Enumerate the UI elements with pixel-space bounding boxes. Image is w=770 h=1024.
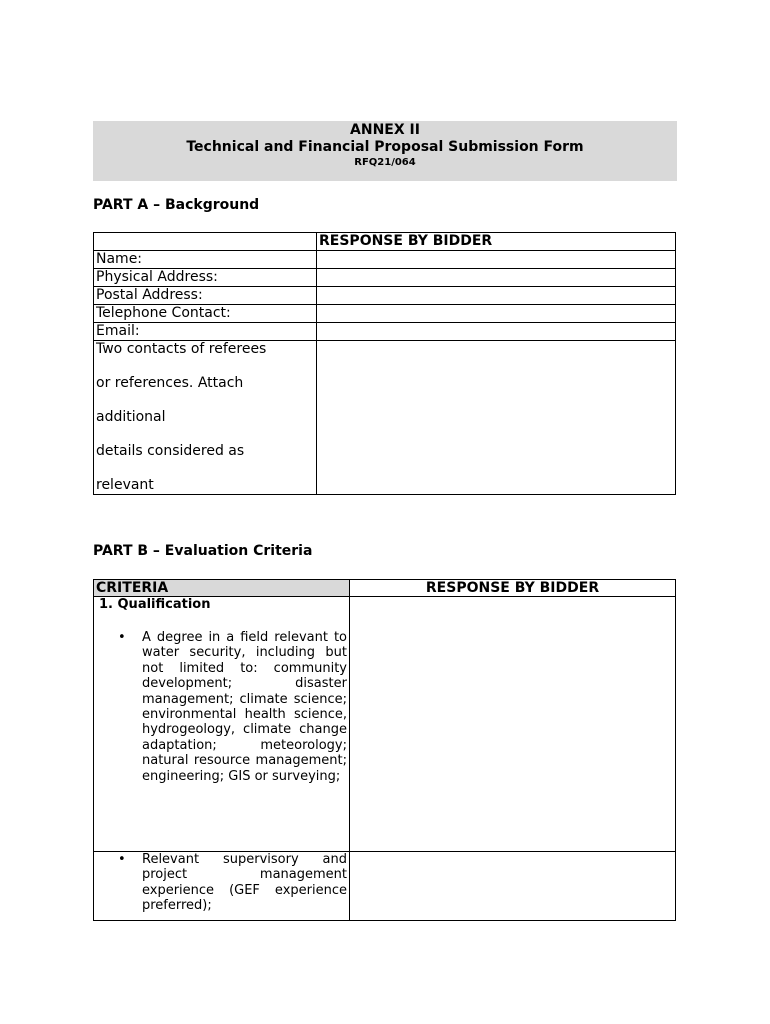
form-title: Technical and Financial Proposal Submission Form — [186, 139, 584, 155]
postal-address-response-cell[interactable] — [317, 287, 676, 305]
background-response-header: RESPONSE BY BIDDER — [317, 233, 676, 251]
qualification-list — [96, 630, 347, 784]
evaluation-response-header: RESPONSE BY BIDDER — [350, 580, 676, 597]
telephone-contact-label: Telephone Contact: — [94, 305, 317, 323]
rfq-number: RFQ21/064 — [354, 157, 416, 168]
part-b-heading: PART B – Evaluation Criteria — [93, 543, 313, 559]
list-item — [118, 852, 347, 914]
physical-address-response-cell[interactable] — [317, 269, 676, 287]
annex-title: ANNEX II — [350, 122, 420, 138]
background-table-blank-header — [94, 233, 317, 251]
bullet-icon: • — [118, 852, 126, 867]
experience-cell — [94, 852, 350, 921]
referees-label — [94, 341, 317, 495]
criteria-header: CRITERIA — [94, 580, 350, 597]
name-label: Name: — [94, 251, 317, 269]
referees-line: additional — [96, 409, 166, 425]
telephone-contact-response-cell[interactable] — [317, 305, 676, 323]
annex-header — [93, 121, 677, 181]
bullet-text: A degree in a field relevant to water security, including but not limited to: community development; disaster management; climate science; environmental health science, hydrogeology, climate change adaptation; meteorology; natural resource management; engineering; GIS or surveying; — [142, 630, 347, 784]
referees-response-cell[interactable] — [317, 341, 676, 495]
qualification-response-cell[interactable] — [350, 597, 676, 852]
background-table — [93, 232, 676, 495]
physical-address-label: Physical Address: — [94, 269, 317, 287]
bullet-text: Relevant supervisory and project management experience (GEF experience preferred); — [142, 852, 347, 914]
experience-list — [96, 852, 347, 914]
bullet-icon: • — [118, 630, 126, 645]
referees-line: Two contacts of referees — [96, 341, 267, 357]
qualification-title: 1. Qualification — [99, 597, 211, 612]
email-label: Email: — [94, 323, 317, 341]
postal-address-label: Postal Address: — [94, 287, 317, 305]
experience-response-cell[interactable] — [350, 852, 676, 921]
name-response-cell[interactable] — [317, 251, 676, 269]
email-response-cell[interactable] — [317, 323, 676, 341]
qualification-cell — [94, 597, 350, 852]
referees-line: relevant — [96, 477, 154, 493]
evaluation-criteria-table — [93, 579, 676, 921]
list-item — [118, 630, 347, 784]
referees-line: details considered as — [96, 443, 245, 459]
part-a-heading: PART A – Background — [93, 197, 260, 213]
referees-line: or references. Attach — [96, 375, 244, 391]
